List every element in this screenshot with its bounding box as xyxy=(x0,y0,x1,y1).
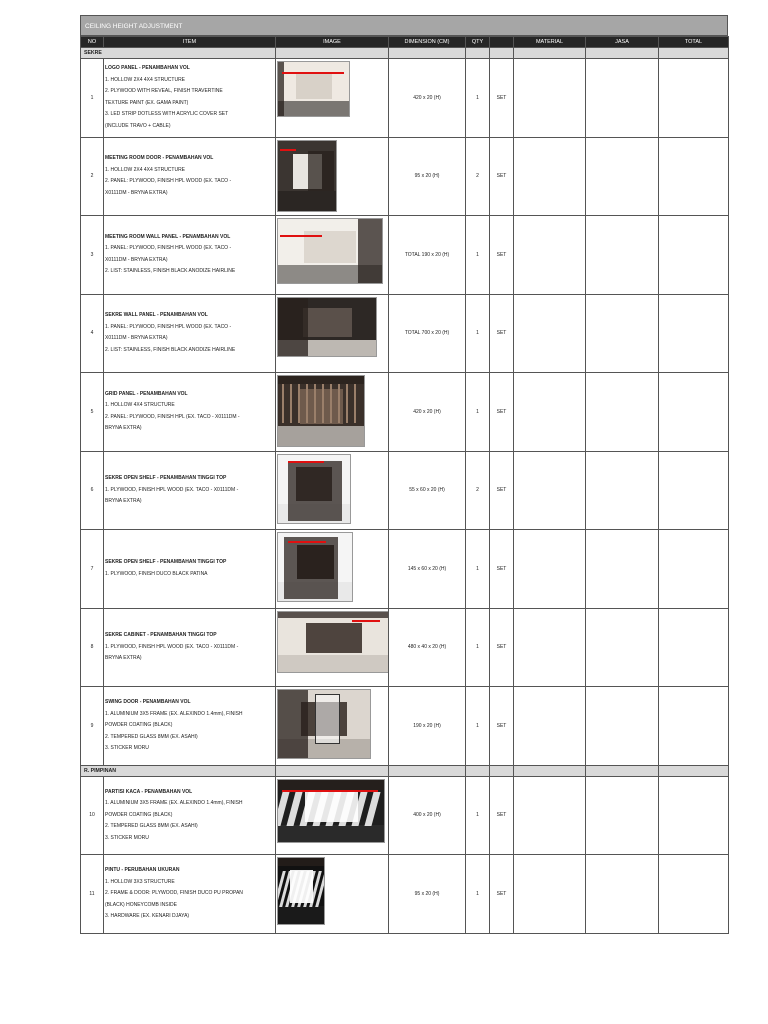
table-row xyxy=(81,687,729,766)
item-qty: 1 xyxy=(466,294,490,373)
glass-partition-render xyxy=(277,779,385,843)
item-material xyxy=(514,216,586,295)
item-spec-line: BRYNA EXTRA) xyxy=(105,655,142,661)
item-dimension: TOTAL 700 x 20 (H) xyxy=(389,294,466,373)
item-jasa xyxy=(586,373,659,452)
meeting-door-render xyxy=(277,140,337,212)
item-spec-line: 1. ALUMINIUM 3X5 FRAME (EX. ALEXINDO 1.4mm), FINISH xyxy=(105,800,243,806)
item-description xyxy=(104,855,276,934)
item-qty: 1 xyxy=(466,608,490,687)
item-qty: 1 xyxy=(466,855,490,934)
item-spec-line: X0111DM - BRYNA EXTRA) xyxy=(105,189,168,196)
item-qty: 2 xyxy=(466,137,490,216)
item-number: 9 xyxy=(81,687,104,766)
table-row xyxy=(81,855,729,934)
item-spec-line: 1. PLYWOOD, FINISH HPL WOOD (EX. TACO - X0111DM - xyxy=(105,643,239,650)
item-spec-line: POWDER COATING (BLACK) xyxy=(105,722,173,728)
item-qty: 2 xyxy=(466,451,490,530)
item-title: LOGO PANEL - PENAMBAHAN VOL xyxy=(105,65,190,72)
section-label: R. PIMPINAN xyxy=(81,765,276,776)
item-image-cell xyxy=(276,687,389,766)
item-unit: SET xyxy=(490,855,514,934)
table-row xyxy=(81,137,729,216)
table-row xyxy=(81,776,729,855)
item-image-cell xyxy=(276,776,389,855)
door-size-render xyxy=(277,857,325,925)
item-spec-line: 2. PANEL: PLYWOOD, FINISH HPL WOOD (EX. TACO - xyxy=(105,178,232,185)
item-description xyxy=(104,59,276,138)
item-dimension: 400 x 20 (H) xyxy=(389,776,466,855)
item-jasa xyxy=(586,137,659,216)
item-image-cell xyxy=(276,137,389,216)
col-image: IMAGE xyxy=(276,37,389,48)
section-cell-total xyxy=(659,48,729,59)
table-row xyxy=(81,451,729,530)
section-label: SEKRE xyxy=(81,48,276,59)
col-item: ITEM xyxy=(104,37,276,48)
item-number: 2 xyxy=(81,137,104,216)
boq-table xyxy=(80,36,729,934)
item-material xyxy=(514,687,586,766)
item-dimension: 95 x 20 (H) xyxy=(389,137,466,216)
item-spec-line: 2. LIST: STAINLESS, FINISH BLACK ANODIZE HAIRLINE xyxy=(105,268,236,275)
col-dimension: DIMENSION (CM) xyxy=(389,37,466,48)
item-title: SEKRE OPEN SHELF - PENAMBAHAN TINGGI TOP xyxy=(105,559,227,566)
item-image-cell xyxy=(276,373,389,452)
item-unit: SET xyxy=(490,373,514,452)
item-dimension: 420 x 20 (H) xyxy=(389,373,466,452)
col-unit xyxy=(490,37,514,48)
sekre-wall-render xyxy=(277,297,377,357)
item-jasa xyxy=(586,530,659,609)
item-number: 8 xyxy=(81,608,104,687)
item-spec-line: 1. HOLLOW 3X3 STRUCTURE xyxy=(105,878,175,885)
item-spec-line: 3. STICKER MORU xyxy=(105,745,149,751)
item-dimension: 420 x 20 (H) xyxy=(389,59,466,138)
item-description xyxy=(104,294,276,373)
table-row xyxy=(81,59,729,138)
item-total xyxy=(659,137,729,216)
item-number: 11 xyxy=(81,855,104,934)
item-description xyxy=(104,608,276,687)
item-spec-line: POWDER COATING (BLACK) xyxy=(105,811,173,818)
item-title: PINTU - PERUBAHAN UKURAN xyxy=(105,867,180,873)
boq-sheet xyxy=(80,15,728,934)
item-image-cell xyxy=(276,59,389,138)
item-dimension: 55 x 60 x 20 (H) xyxy=(389,451,466,530)
item-spec-line: 1. PANEL: PLYWOOD, FINISH HPL WOOD (EX. TACO - xyxy=(105,245,232,252)
swing-door-render xyxy=(277,689,371,759)
item-jasa xyxy=(586,294,659,373)
item-description xyxy=(104,530,276,609)
item-spec-line: X0111DM - BRYNA EXTRA) xyxy=(105,335,168,342)
item-description xyxy=(104,137,276,216)
sheet-title: CEILING HEIGHT ADJUSTMENT xyxy=(80,15,728,36)
item-spec-line: 1. HOLLOW 4X4 STRUCTURE xyxy=(105,402,175,409)
item-qty: 1 xyxy=(466,776,490,855)
item-dimension: 95 x 20 (H) xyxy=(389,855,466,934)
item-material xyxy=(514,294,586,373)
item-jasa xyxy=(586,855,659,934)
item-spec-line: 3. HARDWARE (EX. KENARI DJAYA) xyxy=(105,913,190,919)
item-total xyxy=(659,59,729,138)
item-number: 6 xyxy=(81,451,104,530)
item-unit: SET xyxy=(490,294,514,373)
item-spec-line: 2. TEMPERED GLASS 8MM (EX. ASAHI) xyxy=(105,733,198,740)
item-spec-line: 2. LIST: STAINLESS, FINISH BLACK ANODIZE HAIRLINE xyxy=(105,346,236,353)
item-jasa xyxy=(586,776,659,855)
col-jasa: JASA xyxy=(586,37,659,48)
item-image-cell xyxy=(276,530,389,609)
item-description xyxy=(104,373,276,452)
table-row xyxy=(81,373,729,452)
item-material xyxy=(514,776,586,855)
item-unit: SET xyxy=(490,687,514,766)
item-title: PARTISI KACA - PENAMBAHAN VOL xyxy=(105,788,193,795)
item-title: MEETING ROOM WALL PANEL - PENAMBAHAN VOL xyxy=(105,233,231,240)
item-description xyxy=(104,776,276,855)
col-no: NO xyxy=(81,37,104,48)
section-cell-qty xyxy=(466,48,490,59)
item-image-cell xyxy=(276,608,389,687)
item-total xyxy=(659,294,729,373)
table-body xyxy=(81,48,729,934)
item-qty: 1 xyxy=(466,216,490,295)
section-row xyxy=(81,765,729,776)
item-material xyxy=(514,137,586,216)
item-description xyxy=(104,687,276,766)
item-dimension: TOTAL 190 x 20 (H) xyxy=(389,216,466,295)
item-image-cell xyxy=(276,216,389,295)
item-total xyxy=(659,776,729,855)
item-spec-line: (BLACK) HONEYCOMB INSIDE xyxy=(105,901,177,908)
item-spec-line: 2. PLYWOOD WITH REVEAL, FINISH TRAVERTINE xyxy=(105,88,223,95)
section-cell-gap xyxy=(514,48,586,59)
section-cell-dimension xyxy=(389,48,466,59)
item-spec-line: 1. PLYWOOD, FINISH HPL WOOD (EX. TACO - X0111DM - xyxy=(105,486,239,493)
item-total xyxy=(659,687,729,766)
item-title: SEKRE OPEN SHELF - PENAMBAHAN TINGGI TOP xyxy=(105,475,227,481)
section-cell-unit xyxy=(490,765,514,776)
item-spec-line: 2. FRAME & DOOR: PLYWOOD, FINISH DUCO PU PROPAN xyxy=(105,890,243,896)
col-material: MATERIAL xyxy=(514,37,586,48)
item-total xyxy=(659,373,729,452)
item-image-cell xyxy=(276,451,389,530)
item-unit: SET xyxy=(490,530,514,609)
section-cell-unit xyxy=(490,48,514,59)
item-title: GRID PANEL - PENAMBAHAN VOL xyxy=(105,390,188,397)
item-dimension: 480 x 40 x 20 (H) xyxy=(389,608,466,687)
item-total xyxy=(659,608,729,687)
item-unit: SET xyxy=(490,59,514,138)
item-unit: SET xyxy=(490,216,514,295)
item-jasa xyxy=(586,216,659,295)
item-title: SEKRE WALL PANEL - PENAMBAHAN VOL xyxy=(105,312,208,319)
item-qty: 1 xyxy=(466,373,490,452)
col-total: TOTAL xyxy=(659,37,729,48)
item-jasa xyxy=(586,687,659,766)
item-qty: 1 xyxy=(466,687,490,766)
item-spec-line: 1. PLYWOOD, FINISH DUCO BLACK PATINA xyxy=(105,570,208,577)
sekre-cabinet-render xyxy=(277,611,389,673)
section-cell-jasa xyxy=(586,765,659,776)
item-spec-line: 1. HOLLOW 2X4 4X4 STRUCTURE xyxy=(105,166,186,173)
meeting-wall-render xyxy=(277,218,383,284)
item-title: SEKRE CABINET - PENAMBAHAN TINGGI TOP xyxy=(105,632,217,638)
item-material xyxy=(514,855,586,934)
item-title: MEETING ROOM DOOR - PENAMBAHAN VOL xyxy=(105,155,214,162)
item-jasa xyxy=(586,608,659,687)
item-qty: 1 xyxy=(466,59,490,138)
item-unit: SET xyxy=(490,608,514,687)
col-qty: QTY xyxy=(466,37,490,48)
item-spec-line: TEXTURE PAINT (EX. GAMA PAINT) xyxy=(105,99,189,106)
item-number: 3 xyxy=(81,216,104,295)
item-spec-line: BRYNA EXTRA) xyxy=(105,425,142,432)
item-total xyxy=(659,855,729,934)
table-row xyxy=(81,216,729,295)
item-spec-line: 1. ALUMINIUM 3X5 FRAME (EX. ALEXINDO 1.4mm), FINISH xyxy=(105,710,243,717)
item-spec-line: X0111DM - BRYNA EXTRA) xyxy=(105,256,168,263)
item-number: 10 xyxy=(81,776,104,855)
item-spec-line: 1. PANEL: PLYWOOD, FINISH HPL WOOD (EX. TACO - xyxy=(105,323,232,330)
item-unit: SET xyxy=(490,451,514,530)
item-number: 4 xyxy=(81,294,104,373)
item-jasa xyxy=(586,451,659,530)
item-spec-line: BRYNA EXTRA) xyxy=(105,498,142,504)
table-row xyxy=(81,608,729,687)
item-image-cell xyxy=(276,855,389,934)
section-cell-image xyxy=(276,48,389,59)
item-description xyxy=(104,451,276,530)
grid-panel-render xyxy=(277,375,365,447)
section-cell-dimension xyxy=(389,765,466,776)
item-number: 1 xyxy=(81,59,104,138)
table-row xyxy=(81,530,729,609)
item-number: 7 xyxy=(81,530,104,609)
table-row xyxy=(81,294,729,373)
item-jasa xyxy=(586,59,659,138)
item-total xyxy=(659,530,729,609)
item-unit: SET xyxy=(490,137,514,216)
item-spec-line: 3. STICKER MORU xyxy=(105,834,149,841)
item-image-cell xyxy=(276,294,389,373)
item-spec-line: 2. PANEL: PLYWOOD, FINISH HPL (EX. TACO - X0111DM - xyxy=(105,413,240,420)
open-shelf-render xyxy=(277,454,351,524)
header-row xyxy=(81,37,729,48)
item-unit: SET xyxy=(490,776,514,855)
section-row xyxy=(81,48,729,59)
item-number: 5 xyxy=(81,373,104,452)
item-material xyxy=(514,530,586,609)
logo-panel-render xyxy=(277,61,350,117)
item-spec-line: 2. TEMPERED GLASS 8MM (EX. ASAHI) xyxy=(105,823,198,829)
item-description xyxy=(104,216,276,295)
item-spec-line: (INCLUDE TRAVO + CABLE) xyxy=(105,122,171,129)
item-total xyxy=(659,451,729,530)
item-material xyxy=(514,608,586,687)
item-material xyxy=(514,373,586,452)
item-spec-line: 1. HOLLOW 2X4 4X4 STRUCTURE xyxy=(105,76,186,83)
section-cell-total xyxy=(659,765,729,776)
item-total xyxy=(659,216,729,295)
item-title: SWING DOOR - PENAMBAHAN VOL xyxy=(105,699,191,705)
item-dimension: 145 x 60 x 20 (H) xyxy=(389,530,466,609)
item-dimension: 190 x 20 (H) xyxy=(389,687,466,766)
section-cell-image xyxy=(276,765,389,776)
section-cell-gap xyxy=(514,765,586,776)
item-qty: 1 xyxy=(466,530,490,609)
item-spec-line: 3. LED STRIP DOTLESS WITH ACRYLIC COVER SET xyxy=(105,111,229,118)
section-cell-jasa xyxy=(586,48,659,59)
section-cell-qty xyxy=(466,765,490,776)
item-material xyxy=(514,451,586,530)
item-material xyxy=(514,59,586,138)
open-shelf-black-render xyxy=(277,532,353,602)
